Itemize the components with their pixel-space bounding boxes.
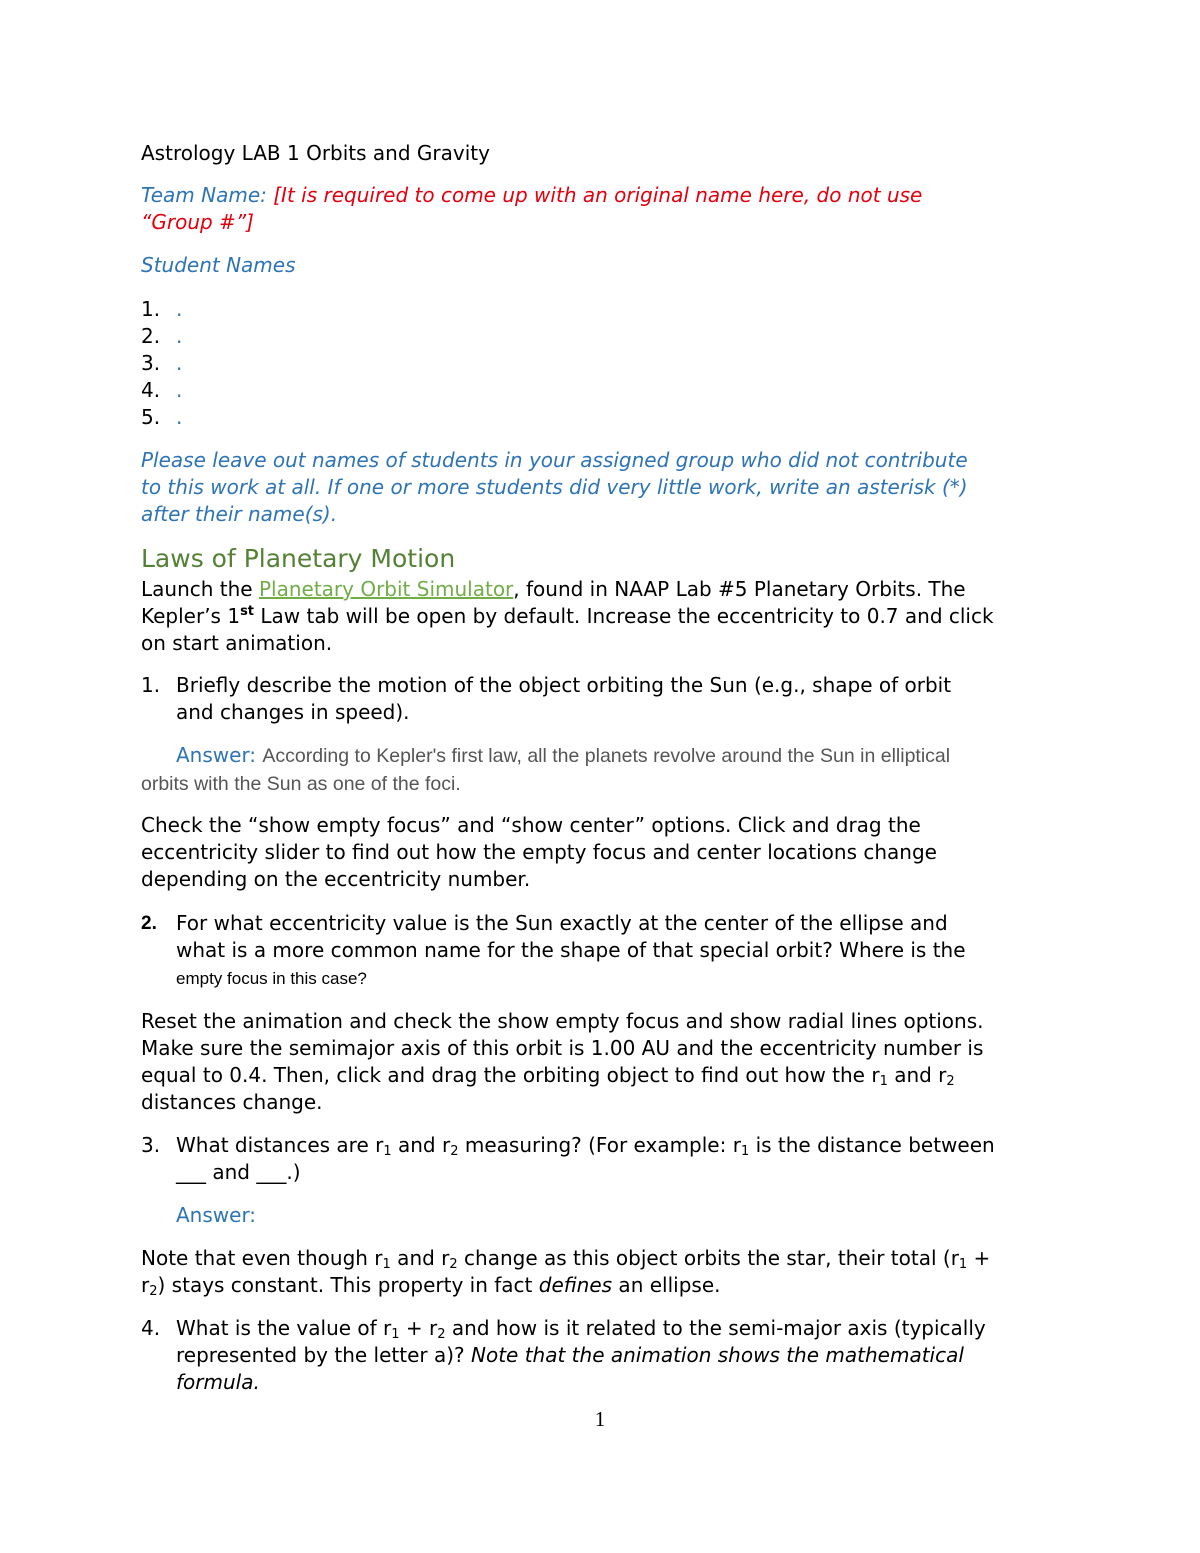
question-text [176, 1132, 1071, 1186]
document-title: Astrology LAB 1 Orbits and Gravity [141, 141, 490, 165]
list-number: 4. [141, 378, 161, 402]
student-list-item [141, 296, 1071, 323]
answer-3 [141, 1202, 1071, 1229]
paragraph-line: distances change. [141, 1090, 323, 1114]
ellipse-note-paragraph [141, 1245, 1071, 1299]
note-line: after their name(s). [141, 502, 338, 526]
team-name-block [141, 182, 1071, 236]
paragraph-text: equal to 0.4. Then, click and drag the orbiting object to find out how the r [141, 1063, 880, 1087]
student-name-field[interactable]: . [176, 405, 183, 429]
subscript: 1 [958, 1257, 968, 1272]
question-text-part: measuring? (For example: r [458, 1133, 741, 1157]
question-line: and changes in speed). [176, 700, 410, 724]
team-name-instruction: [It is required to come up with an original name here, do not use [273, 183, 923, 207]
list-number: 3. [141, 351, 161, 375]
intro-text: Law tab will be open by default. Increase the eccentricity to 0.7 and click [254, 604, 994, 628]
subscript: 1 [383, 1144, 392, 1159]
paragraph-text: and r [390, 1246, 450, 1270]
subscript: 2 [149, 1284, 158, 1299]
instruction-paragraph [141, 812, 1071, 893]
question-number: 3. [141, 1133, 161, 1157]
subscript: 2 [437, 1327, 446, 1342]
answer-label[interactable]: Answer: [176, 1203, 257, 1227]
list-number: 5. [141, 405, 161, 429]
question-line: For what eccentricity value is the Sun exactly at the center of the ellipse and [176, 911, 948, 935]
student-name-field[interactable]: . [176, 351, 183, 375]
emphasis-text: defines [538, 1273, 613, 1297]
list-number: 2. [141, 324, 161, 348]
subscript: 1 [879, 1074, 888, 1089]
question-1 [141, 672, 1071, 726]
paragraph-text: change as this object orbits the star, their total (r [457, 1246, 959, 1270]
team-name-label: Team Name: [141, 183, 274, 207]
question-number: 1. [141, 673, 161, 697]
note-line: to this work at all. If one or more students did very little work, write an asterisk (*) [141, 475, 968, 499]
question-text-part: What is the value of r [176, 1316, 392, 1340]
intro-paragraph [141, 576, 1071, 657]
subscript: 1 [382, 1257, 391, 1272]
paragraph-line: eccentricity slider to find out how the empty focus and center locations change [141, 840, 937, 864]
question-number: 2. [141, 913, 157, 934]
student-name-field[interactable]: . [176, 378, 183, 402]
question-line: ___ and ___.) [176, 1160, 301, 1184]
question-text-part: and how is it related to the semi-major axis (typically [445, 1316, 986, 1340]
subscript: 2 [946, 1074, 955, 1089]
question-4 [141, 1315, 1071, 1396]
question-line: empty focus in this case? [176, 969, 367, 988]
question-line: Briefly describe the motion of the object orbiting the Sun (e.g., shape of orbit [176, 673, 952, 697]
team-name-instruction-cont: “Group #”] [141, 210, 254, 234]
student-name-field[interactable]: . [176, 297, 183, 321]
paragraph-text: + [967, 1246, 991, 1270]
student-names-label: Student Names [141, 253, 296, 277]
answer-text[interactable]: orbits with the Sun as one of the foci. [141, 773, 461, 795]
section-heading: Laws of Planetary Motion [141, 544, 456, 573]
question-text-part: + r [399, 1316, 438, 1340]
question-text [176, 672, 1071, 726]
page-number: 1 [594, 1407, 606, 1431]
paragraph-line: Make sure the semimajor axis of this orbit is 1.00 AU and the eccentricity number is [141, 1036, 984, 1060]
student-list-item [141, 404, 1071, 431]
student-list-item [141, 323, 1071, 350]
paragraph-text: and r [887, 1063, 947, 1087]
list-number: 1. [141, 297, 161, 321]
note-line: Please leave out names of students in your assigned group who did not contribute [141, 448, 968, 472]
student-list-item [141, 350, 1071, 377]
paragraph-line: depending on the eccentricity number. [141, 867, 531, 891]
intro-text: Launch the [141, 577, 259, 601]
intro-text: on start animation. [141, 631, 333, 655]
question-line: what is a more common name for the shape of that special orbit? Where is the [176, 938, 966, 962]
answer-label: Answer: [176, 743, 263, 767]
paragraph-text: an ellipse. [612, 1273, 721, 1297]
question-text [176, 1315, 1071, 1396]
answer-text[interactable]: According to Kepler's first law, all the planets revolve around the Sun in elliptical [262, 745, 951, 767]
intro-text: Kepler’s 1 [141, 604, 241, 628]
superscript: st [240, 604, 255, 619]
emphasis-text: Note that the animation shows the mathematical [471, 1343, 964, 1367]
question-2 [141, 910, 1071, 992]
simulator-link[interactable]: Planetary Orbit Simulator [258, 577, 514, 601]
paragraph-text: r [141, 1273, 150, 1297]
question-number: 4. [141, 1316, 161, 1340]
instruction-paragraph [141, 1008, 1071, 1116]
answer-1 [141, 742, 1071, 798]
subscript: 2 [450, 1144, 459, 1159]
question-text-part: represented by the letter a)? [176, 1343, 471, 1367]
paragraph-text: ) stays constant. This property in fact [157, 1273, 539, 1297]
question-text-part: and r [391, 1133, 451, 1157]
intro-text: , found in NAAP Lab #5 Planetary Orbits. The [513, 577, 966, 601]
subscript: 1 [740, 1144, 750, 1159]
subscript: 1 [391, 1327, 400, 1342]
question-3 [141, 1132, 1071, 1186]
subscript: 2 [449, 1257, 458, 1272]
question-text-part: What distances are r [176, 1133, 384, 1157]
student-name-field[interactable]: . [176, 324, 183, 348]
paragraph-line: Check the “show empty focus” and “show center” options. Click and drag the [141, 813, 921, 837]
contribution-note [141, 447, 1071, 528]
paragraph-text: Note that even though r [141, 1246, 383, 1270]
paragraph-line: Reset the animation and check the show empty focus and show radial lines options. [141, 1009, 984, 1033]
emphasis-text: formula. [176, 1370, 260, 1394]
question-text-part: is the distance between [749, 1133, 995, 1157]
student-list-item [141, 377, 1071, 404]
question-text [176, 910, 1071, 992]
